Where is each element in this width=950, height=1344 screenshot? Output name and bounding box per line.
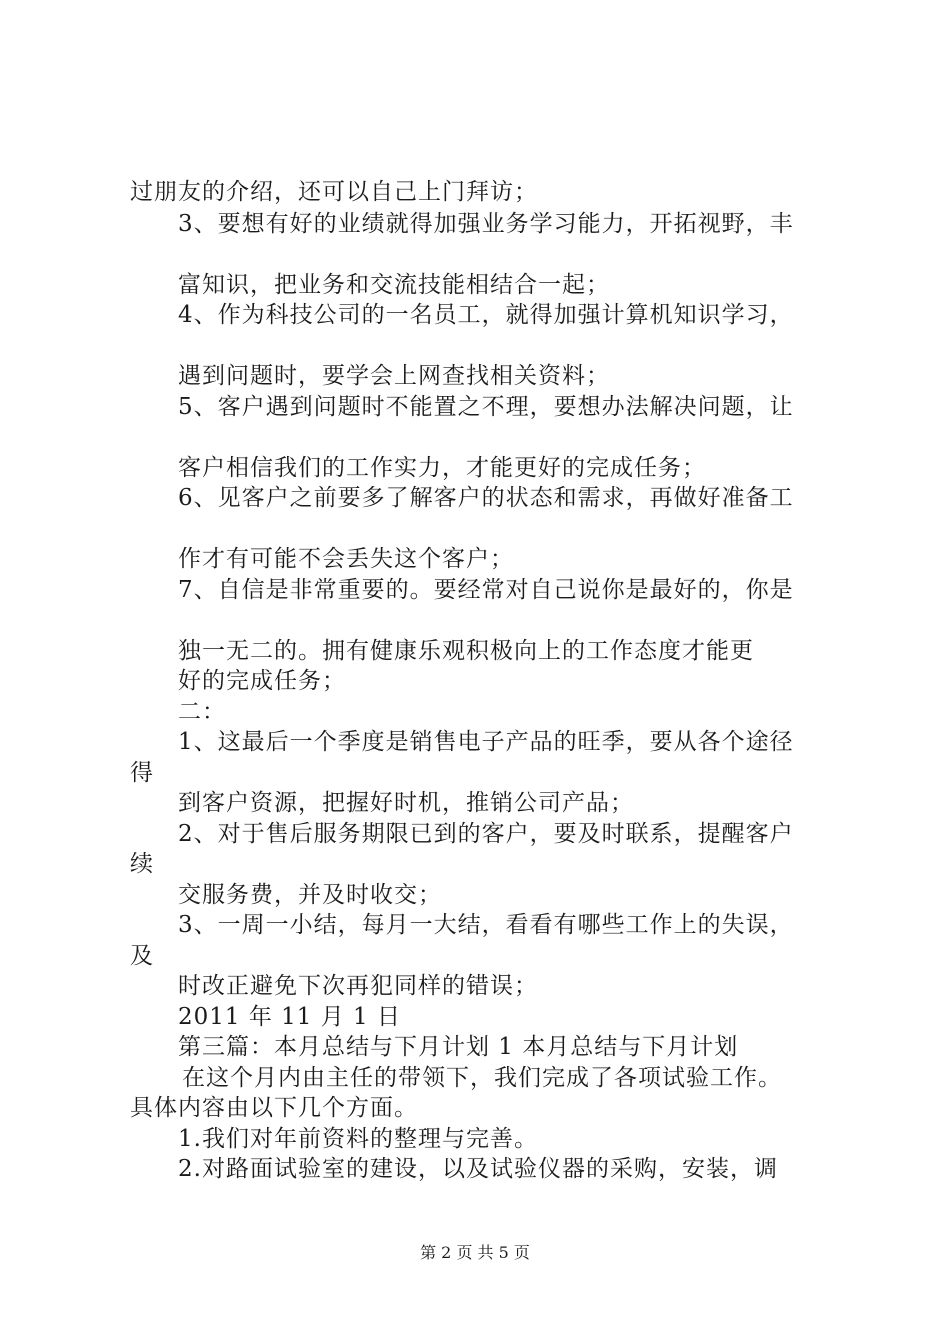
- section-heading: 二：: [178, 699, 226, 725]
- text-line: 独一无二的。拥有健康乐观积极向上的工作态度才能更: [178, 638, 754, 664]
- text-line: 在这个月内由主任的带领下，我们完成了各项试验工作。: [182, 1065, 782, 1091]
- date-line: 2011 年 11 月 1 日: [178, 1004, 401, 1030]
- page-footer: 第 2 页 共 5 页: [420, 1243, 530, 1262]
- text-line: 得: [130, 760, 154, 786]
- text-line: 具体内容由以下几个方面。: [130, 1095, 418, 1121]
- text-line: 5、客户遇到问题时不能置之不理，要想办法解决问题，让: [178, 394, 794, 420]
- text-line: 及: [130, 943, 154, 969]
- text-line: 好的完成任务；: [178, 668, 346, 694]
- text-line: 2.对路面试验室的建设，以及试验仪器的采购，安装，调: [178, 1156, 778, 1182]
- text-line: 交服务费，并及时收交；: [178, 882, 442, 908]
- text-line: 作才有可能不会丢失这个客户；: [178, 546, 514, 572]
- text-line: 续: [130, 851, 154, 877]
- text-line: 4、作为科技公司的一名员工，就得加强计算机知识学习，: [178, 302, 794, 328]
- text-line: 1.我们对年前资料的整理与完善。: [178, 1126, 538, 1152]
- chapter-heading: 第三篇：本月总结与下月计划 1 本月总结与下月计划: [178, 1034, 739, 1060]
- text-line: 6、见客户之前要多了解客户的状态和需求，再做好准备工: [178, 485, 794, 511]
- text-line: 时改正避免下次再犯同样的错误；: [178, 973, 538, 999]
- text-line: 1、这最后一个季度是销售电子产品的旺季，要从各个途径: [178, 729, 794, 755]
- text-line: 7、自信是非常重要的。要经常对自己说你是最好的，你是: [178, 577, 794, 603]
- text-line: 富知识，把业务和交流技能相结合一起；: [178, 272, 610, 298]
- text-line: 3、要想有好的业绩就得加强业务学习能力，开拓视野，丰: [178, 211, 794, 237]
- text-line: 客户相信我们的工作实力，才能更好的完成任务；: [178, 455, 706, 481]
- text-line: 过朋友的介绍，还可以自己上门拜访；: [130, 179, 538, 205]
- text-line: 遇到问题时，要学会上网查找相关资料；: [178, 363, 610, 389]
- text-line: 到客户资源，把握好时机，推销公司产品；: [178, 790, 634, 816]
- text-line: 3、一周一小结，每月一大结，看看有哪些工作上的失误，: [178, 912, 794, 938]
- text-line: 2、对于售后服务期限已到的客户，要及时联系，提醒客户: [178, 821, 794, 847]
